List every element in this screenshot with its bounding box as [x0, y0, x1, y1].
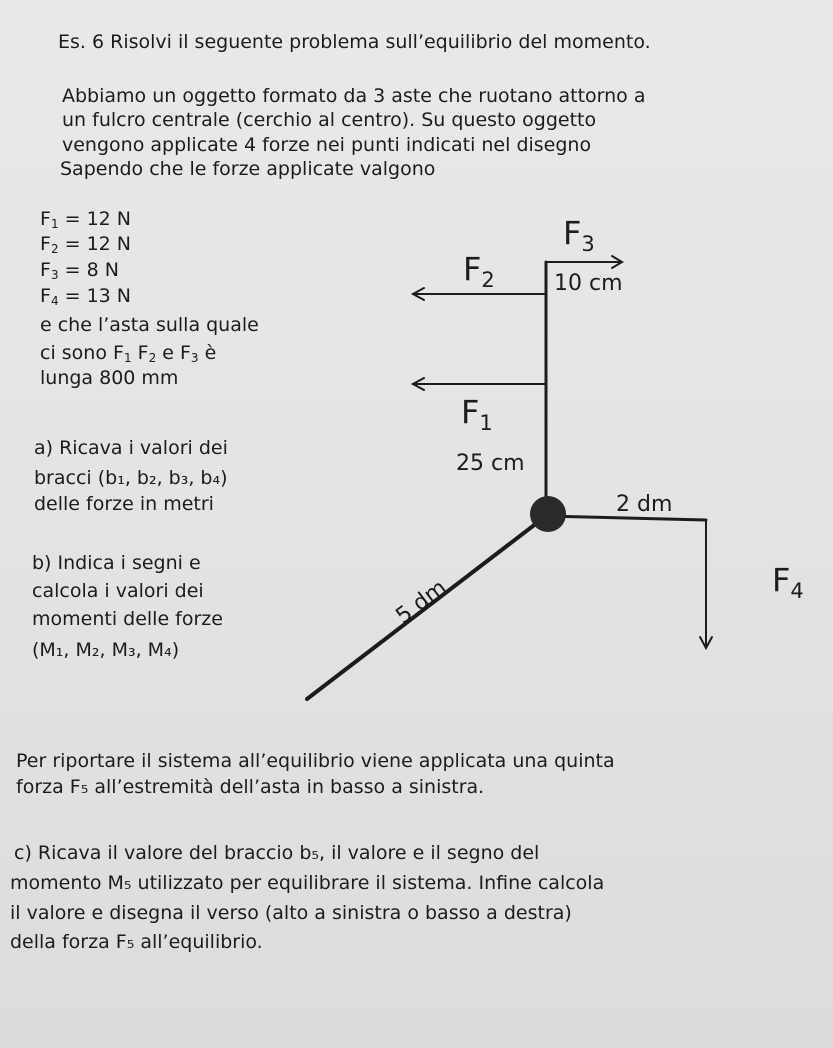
label-f1-sub: 1	[479, 411, 493, 435]
intro-line-4: Sapendo che le forze applicate valgono	[60, 158, 436, 180]
force-f3-value: = 8 N	[64, 259, 119, 281]
dimension-middle: 25 cm	[456, 451, 525, 476]
fulcrum	[530, 496, 566, 532]
force-f3-sub: 3	[50, 268, 59, 282]
force-f4-symbol: F	[40, 285, 51, 307]
question-c-line-3: il valore e disegna il verso (alto a sinistra o basso a destra)	[10, 902, 572, 924]
label-f4	[772, 561, 804, 603]
rod-note-suffix: è	[198, 342, 217, 364]
dimension-top: 10 cm	[554, 271, 623, 296]
question-a-line-1: a) Ricava i valori dei	[34, 437, 228, 459]
force-f4-value: = 13 N	[64, 285, 132, 307]
rod-note-f3-sub: 3	[190, 351, 199, 365]
force-f1-sub: 1	[50, 217, 59, 231]
question-b-line-2: calcola i valori dei	[32, 580, 204, 602]
force-f1-symbol: F	[40, 208, 51, 230]
force-f2-sub: 2	[50, 242, 59, 256]
rod-note-f2: F	[137, 342, 149, 364]
label-f1	[461, 393, 493, 435]
question-a-line-3: delle forze in metri	[34, 493, 214, 515]
rod-note-f1-sub: 1	[123, 351, 132, 365]
label-f2-sub: 2	[481, 268, 495, 292]
force-f2-value: = 12 N	[64, 233, 132, 255]
intro-line-2: un fulcro centrale (cerchio al centro). Su questo oggetto	[62, 109, 597, 131]
label-f3-sub: 3	[581, 232, 595, 256]
force-f1-value: = 12 N	[64, 208, 132, 230]
label-f3	[563, 214, 595, 256]
label-f2-symbol: F	[463, 250, 482, 288]
question-c-line-2: momento M₅ utilizzato per equilibrare il sistema. Infine calcola	[10, 872, 605, 894]
label-f3-symbol: F	[563, 214, 582, 252]
force-f4-sub: 4	[50, 294, 59, 308]
rod-note-f1: F	[113, 342, 124, 364]
intro-line-1: Abbiamo un oggetto formato da 3 aste che ruotano attorno a	[62, 85, 646, 107]
label-f2	[463, 250, 495, 292]
exercise-title: Es. 6 Risolvi il seguente problema sull’equilibrio del momento.	[58, 31, 651, 53]
question-c-line-4: della forza F₅ all’equilibrio.	[10, 931, 263, 953]
question-b-line-4: (M₁, M₂, M₃, M₄)	[32, 639, 180, 661]
label-f1-symbol: F	[461, 393, 480, 431]
f5-paragraph-line-1: Per riportare il sistema all’equilibrio viene applicata una quinta	[16, 750, 615, 772]
label-f4-symbol: F	[772, 561, 791, 599]
question-a-line-2: bracci (b₁, b₂, b₃, b₄)	[34, 467, 228, 489]
dimension-right: 2 dm	[616, 492, 673, 517]
dimension-diagonal: 5 dm	[391, 575, 452, 630]
question-b-line-3: momenti delle forze	[32, 608, 223, 630]
rod-note-prefix: ci sono	[40, 342, 113, 364]
rod-note-f3: F	[179, 342, 191, 364]
force-f2-symbol: F	[40, 233, 51, 255]
rod-note-conj: e	[156, 342, 180, 364]
rod-note-f2-sub: 2	[148, 351, 157, 365]
question-b-line-1: b) Indica i segni e	[32, 552, 201, 574]
force-f3-symbol: F	[40, 259, 51, 281]
f5-paragraph-line-2: forza F₅ all’estremità dell’asta in basso a sinistra.	[16, 776, 485, 798]
intro-line-3: vengono applicate 4 forze nei punti indicati nel disegno	[62, 134, 592, 156]
rod-note-line-3: lunga 800 mm	[40, 367, 179, 389]
question-c-line-1: c) Ricava il valore del braccio b₅, il valore e il segno del	[14, 842, 540, 864]
label-f4-sub: 4	[790, 579, 804, 603]
rod-note-line-1: e che l’asta sulla quale	[40, 314, 259, 336]
